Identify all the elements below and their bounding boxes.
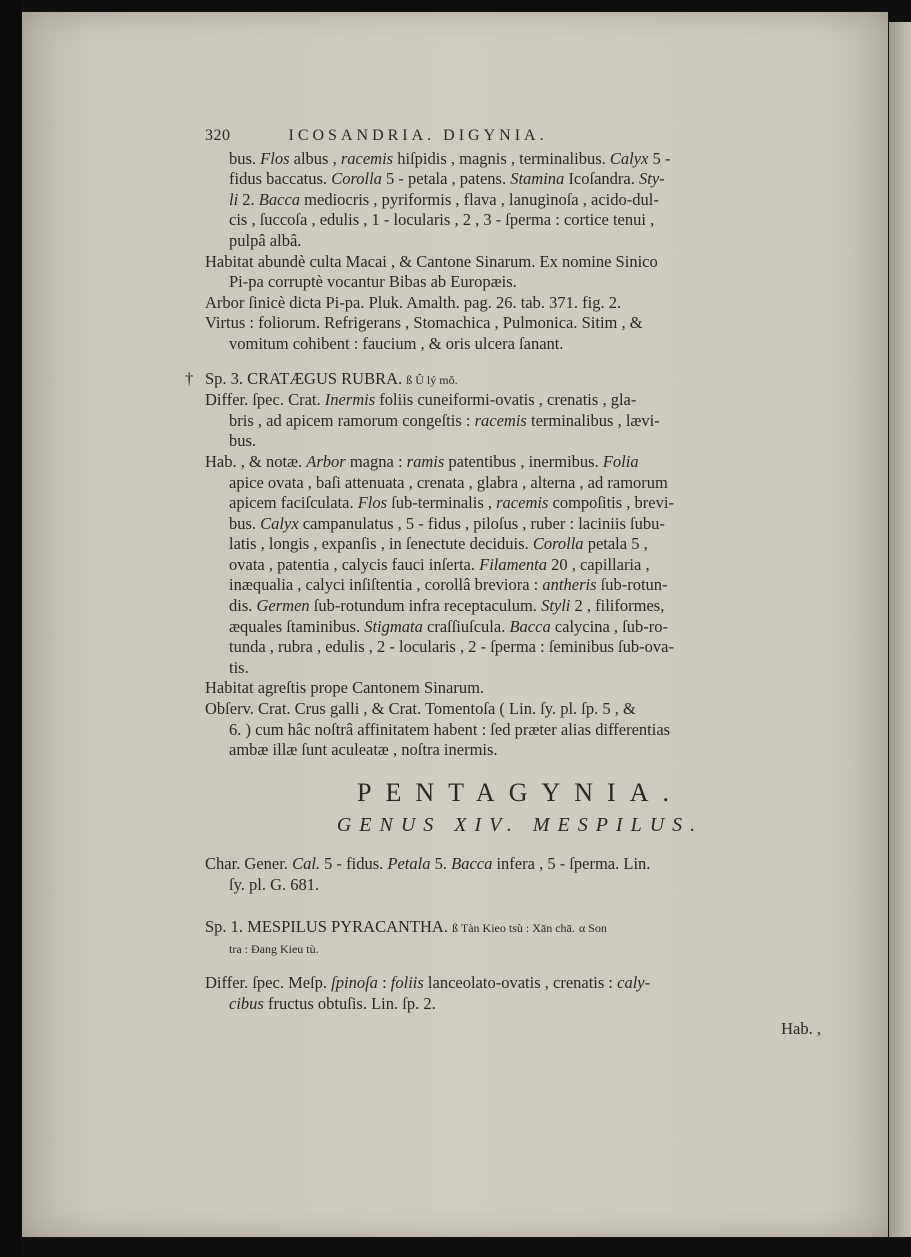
text-run: 20 , capillaria , <box>546 554 650 574</box>
text-line <box>205 293 835 314</box>
observ-3-paragraph <box>205 699 835 761</box>
text-run: Char. Gener. <box>205 854 293 873</box>
catchword: Hab. , <box>781 1018 821 1038</box>
text-run: infera , 5 - ſperma. Lin. <box>492 854 651 873</box>
species-1-heading-continued: tra : Ðang Kieu tù. <box>229 941 319 956</box>
text-run: foliis cuneiformi-ovatis , crenatis , gla- <box>375 390 637 410</box>
italic-term: Arbor <box>306 451 346 471</box>
text-run: latis , longis , expanſis , in ſenectute deciduis. <box>229 534 533 554</box>
text-run: 2. <box>238 189 259 209</box>
text-run: Virtus : foliorum. Refrigerans , Stomachica , Pulmonica. Sitim , & <box>205 313 643 333</box>
text-run: dis. <box>229 596 257 616</box>
text-run: ambæ illæ ſunt aculeatæ , noſtra inermis. <box>229 740 498 760</box>
italic-term: Sty- <box>638 169 665 189</box>
text-line <box>205 875 835 896</box>
text-line <box>205 452 835 473</box>
text-run: Hab. , & notæ. <box>205 451 307 471</box>
species-1-heading <box>205 917 835 939</box>
text-run: Arbor ſinicè dicta Pi-pa. Pluk. Amalth. pag. 26. tab. 371. fig. 2. <box>205 292 622 312</box>
text-line <box>205 720 835 741</box>
species-1-cochin-name: α Son <box>578 921 607 936</box>
italic-term: Corolla <box>532 534 584 554</box>
text-line <box>205 658 835 679</box>
text-line <box>205 473 835 494</box>
text-line <box>205 231 835 252</box>
text-run: 5 - <box>648 148 671 168</box>
italic-term: Filamenta <box>479 554 547 574</box>
page-text <box>185 126 835 1039</box>
text-line <box>205 313 835 334</box>
char-paragraph <box>205 854 835 895</box>
italic-term: li <box>229 189 239 209</box>
species-3-chinese-name: ß Û lý mŏ. <box>406 372 458 387</box>
text-line <box>205 575 835 596</box>
section-title: PENTAGYNIA. <box>357 777 683 807</box>
italic-term: Calyx <box>609 148 649 168</box>
text-line <box>205 555 835 576</box>
text-run: 5. <box>430 854 452 873</box>
page-number: 320 <box>205 127 231 144</box>
genus-title: GENUS XIV. MESPILUS. <box>336 814 704 837</box>
italic-term: Flos <box>260 148 290 168</box>
text-run: fidus baccatus. <box>229 169 332 189</box>
text-line <box>205 210 835 231</box>
running-head-title: ICOSANDRIA. DIGYNIA. <box>288 127 548 144</box>
arbor-paragraph <box>205 293 835 314</box>
text-run: compoſitis , brevi- <box>548 493 674 513</box>
species-3-heading <box>185 368 835 391</box>
italic-term: antheris <box>542 575 597 595</box>
differ-3-paragraph <box>205 390 835 452</box>
italic-term: Stamina <box>510 169 565 189</box>
text-run: 5 - fidus. <box>320 854 388 873</box>
text-run: bus. <box>229 513 261 533</box>
text-line <box>205 678 835 699</box>
dagger-mark: † <box>185 368 194 388</box>
species-1-label: Sp. 1. MESPILUS PYRACANTHA. <box>205 917 448 937</box>
text-run: æquales ſtaminibus. <box>229 616 365 636</box>
text-run: Habitat agreſtis prope Cantonem Sinarum. <box>205 678 485 698</box>
text-run: albus , <box>289 148 341 168</box>
text-run: campanulatus , 5 - fidus , piloſus , ruber : laciniis ſubu- <box>298 513 665 533</box>
text-run: Icoſandra. <box>564 169 639 189</box>
italic-term: ramis <box>406 451 445 471</box>
facing-page-edge <box>889 22 911 1237</box>
text-line <box>205 596 835 617</box>
italic-term: Petala <box>387 854 431 873</box>
text-run: pulpâ albâ. <box>229 230 302 250</box>
italic-term: Bacca <box>258 189 301 209</box>
text-run: apice ovata , baſi attenuata , crenata , glabra , alterna , ad ramorum <box>229 472 668 492</box>
text-line <box>205 994 835 1015</box>
italic-term: Inermis <box>324 390 376 410</box>
text-run: bus. <box>229 431 257 451</box>
italic-term: Flos <box>357 493 388 513</box>
text-run: Pi-pa corruptè vocantur Bibas ab Europæis. <box>229 272 517 292</box>
text-run: calycina , ſub-ro- <box>550 616 668 636</box>
text-run: tis. <box>229 657 249 677</box>
italic-term: racemis <box>496 493 549 513</box>
text-run: ſy. pl. G. 681. <box>229 874 320 894</box>
italic-term: ſpinoſa <box>331 973 378 993</box>
text-run: terminalibus , lævi- <box>526 410 660 430</box>
species-1-chinese-name: ß Tàn Kieo tsù : Xān chā. <box>452 921 575 936</box>
text-line <box>205 740 835 761</box>
text-line <box>205 493 835 514</box>
text-run: bus. <box>229 148 261 168</box>
text-run: Differ. ſpec. Meſp. <box>205 973 332 993</box>
spacer <box>205 895 835 917</box>
running-head <box>205 126 835 147</box>
text-run: patentibus , inermibus. <box>444 451 603 471</box>
text-line <box>205 637 835 658</box>
text-line <box>205 190 835 211</box>
text-run: Habitat abundè culta Macai , & Cantone Sinarum. Ex nomine Sinico <box>205 251 658 271</box>
text-line <box>205 699 835 720</box>
text-line <box>205 272 835 293</box>
text-run: apicem faciſculata. <box>229 493 358 513</box>
text-run: 5 - petala , patens. <box>381 169 511 189</box>
text-run: Differ. ſpec. Crat. <box>205 390 325 410</box>
text-line <box>205 334 835 355</box>
scan-border <box>0 0 22 1257</box>
italic-term: Styli <box>541 596 571 616</box>
text-line <box>205 411 835 432</box>
text-run: vomitum cohibent : faucium , & oris ulcera ſanant. <box>229 333 564 353</box>
text-run: ovata , patentia , calycis fauci inſerta. <box>229 554 480 574</box>
text-run: 6. ) cum hâc noſtrâ affinitatem habent : ſed præter alias differentias <box>229 719 671 739</box>
text-run: petala 5 , <box>583 534 648 554</box>
text-run: magna : <box>345 451 407 471</box>
italic-term: caly- <box>617 973 651 993</box>
text-run: craſſiuſcula. <box>422 616 510 636</box>
differ-1-paragraph <box>205 973 835 1014</box>
italic-term: Cal. <box>292 854 321 873</box>
italic-term: Corolla <box>331 169 382 189</box>
hab-3-paragraph <box>205 452 835 679</box>
text-run: ſub-terminalis , <box>387 493 497 513</box>
spacer <box>205 959 835 973</box>
text-run: tunda , rubra , edulis , 2 - locularis , 2 - ſperma : ſeminibus ſub-ova- <box>229 637 674 657</box>
habitat-paragraph <box>205 252 835 293</box>
text-line <box>205 617 835 638</box>
italic-term: Folia <box>602 451 639 471</box>
continuation-paragraph <box>205 149 835 252</box>
italic-term: racemis <box>474 410 527 430</box>
text-run: : <box>377 973 391 993</box>
text-line <box>205 514 835 535</box>
italic-term: foliis <box>390 973 424 993</box>
italic-term: racemis <box>340 148 394 168</box>
italic-term: Stigmata <box>364 616 423 636</box>
text-line <box>205 252 835 273</box>
italic-term: Bacca <box>509 616 551 636</box>
text-line <box>205 169 835 190</box>
text-line <box>205 149 835 170</box>
habitat-3-paragraph <box>205 678 835 699</box>
text-line <box>205 854 835 875</box>
species-3-label: Sp. 3. CRATÆGUS RUBRA. <box>205 368 403 388</box>
text-run: ſub-rotundum infra receptaculum. <box>309 596 542 616</box>
italic-term: Germen <box>256 596 310 616</box>
text-run: cis , ſuccoſa , edulis , 1 - locularis , 2 , 3 - ſperma : cortice tenui , <box>229 210 655 230</box>
text-line <box>205 390 835 411</box>
spacer <box>205 355 835 369</box>
text-line <box>205 534 835 555</box>
text-run: mediocris , pyriformis , flava , lanuginoſa , acido-dul- <box>300 189 659 209</box>
text-line <box>205 973 835 994</box>
text-run: ſub-rotun- <box>596 575 668 595</box>
text-run: 2 , filiformes, <box>570 596 665 616</box>
virtus-paragraph <box>205 313 835 354</box>
italic-term: Bacca <box>451 854 493 873</box>
text-run: inæqualia , calyci inſiſtentia , corollâ breviora : <box>229 575 543 595</box>
italic-term: cibus <box>229 993 264 1013</box>
text-run: lanceolato-ovatis , crenatis : <box>423 973 618 993</box>
text-run: Obſerv. Crat. Crus galli , & Crat. Tomentoſa ( Lin. ſy. pl. ſp. 5 , & <box>205 699 636 719</box>
text-line <box>205 431 835 452</box>
italic-term: Calyx <box>260 513 299 533</box>
text-run: bris , ad apicem ramorum congeſtis : <box>229 410 475 430</box>
text-run: fructus obtuſis. Lin. ſp. 2. <box>263 993 436 1013</box>
text-run: hiſpidis , magnis , terminalibus. <box>393 148 610 168</box>
